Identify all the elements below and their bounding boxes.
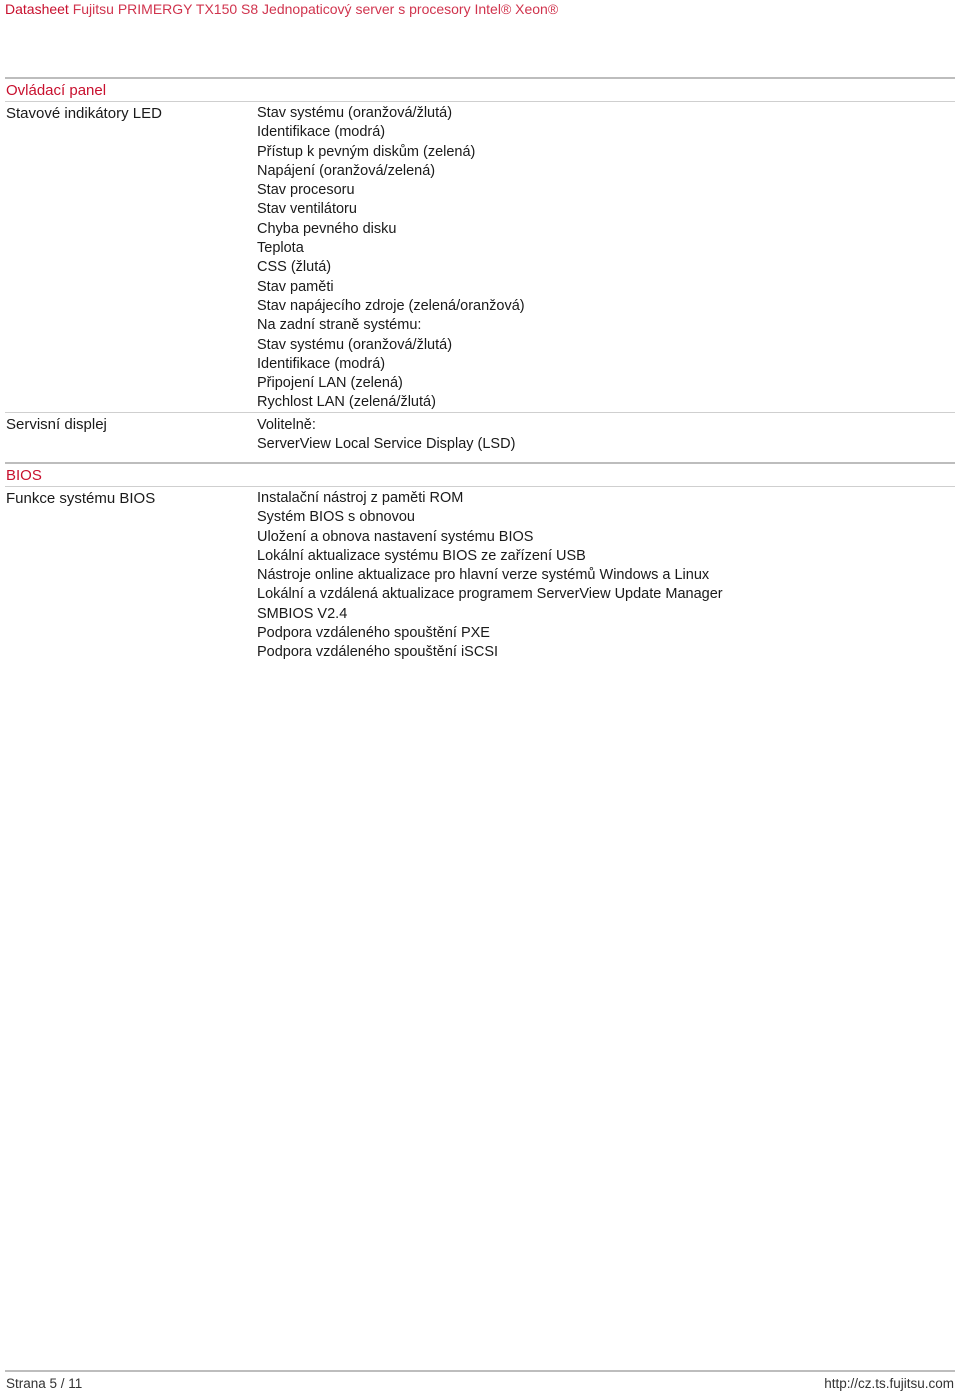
list-item: Napájení (oranžová/zelená) — [257, 162, 436, 179]
list-item: Nástroje online aktualizace pro hlavní verze systémů Windows a Linux — [257, 567, 710, 584]
footer-rule — [5, 1370, 955, 1372]
list-item: Identifikace (modrá) — [257, 355, 386, 372]
list-item: Stav napájecího zdroje (zelená/oranžová) — [257, 297, 525, 314]
list-item: Lokální aktualizace systému BIOS ze zařízení USB — [257, 547, 586, 564]
list-item: Na zadní straně systému: — [257, 317, 422, 334]
list-item: Stav systému (oranžová/žlutá) — [257, 105, 453, 121]
list-item: Podpora vzdáleného spouštění PXE — [257, 625, 490, 642]
row-label-service-display: Servisní displej — [6, 416, 107, 433]
list-item: Stav systému (oranžová/žlutá) — [257, 336, 453, 353]
list-item: Volitelně: — [257, 417, 316, 433]
list-item: Instalační nástroj z paměti ROM — [257, 490, 464, 506]
header-doc-type: Datasheet — [5, 1, 69, 17]
list-item: Lokální a vzdálená aktualizace programem ServerView Update Manager — [257, 586, 723, 603]
list-item: Podpora vzdáleného spouštění iSCSI — [257, 644, 499, 661]
document-header — [5, 0, 558, 18]
footer-url-link[interactable]: http://cz.ts.fujitsu.com — [824, 1376, 954, 1391]
section-title-control-panel: Ovládací panel — [6, 82, 107, 99]
list-item: Stav procesoru — [257, 182, 355, 199]
list-item: Rychlost LAN (zelená/žlutá) — [257, 394, 436, 411]
led-values-list — [257, 104, 525, 413]
row-label-led: Stavové indikátory LED — [6, 105, 162, 122]
list-item: Teplota — [257, 240, 304, 257]
section-top-rule — [5, 77, 955, 79]
list-item: Přístup k pevným diskům (zelená) — [257, 143, 476, 160]
footer-page-number: Strana 5 / 11 — [6, 1376, 83, 1391]
bios-functions-values-list — [257, 489, 723, 663]
row-divider — [5, 412, 955, 413]
list-item: ServerView Local Service Display (LSD) — [257, 436, 516, 453]
list-item: Systém BIOS s obnovou — [257, 509, 415, 526]
service-display-values-list — [257, 416, 515, 455]
section-divider — [5, 101, 955, 102]
list-item: Uložení a obnova nastavení systému BIOS — [257, 528, 534, 545]
list-item: Stav ventilátoru — [257, 201, 357, 218]
list-item: Připojení LAN (zelená) — [257, 375, 403, 392]
list-item: Stav paměti — [257, 278, 334, 295]
list-item: SMBIOS V2.4 — [257, 605, 348, 622]
list-item: CSS (žlutá) — [257, 259, 332, 276]
list-item: Chyba pevného disku — [257, 220, 397, 237]
section-divider — [5, 486, 955, 487]
section-title-bios: BIOS — [6, 467, 42, 484]
list-item: Identifikace (modrá) — [257, 124, 386, 141]
section-top-rule — [5, 462, 955, 464]
header-title: Fujitsu PRIMERGY TX150 S8 Jednopaticový server s procesory Intel® Xeon® — [72, 1, 559, 17]
row-label-bios-functions: Funkce systému BIOS — [6, 490, 156, 507]
